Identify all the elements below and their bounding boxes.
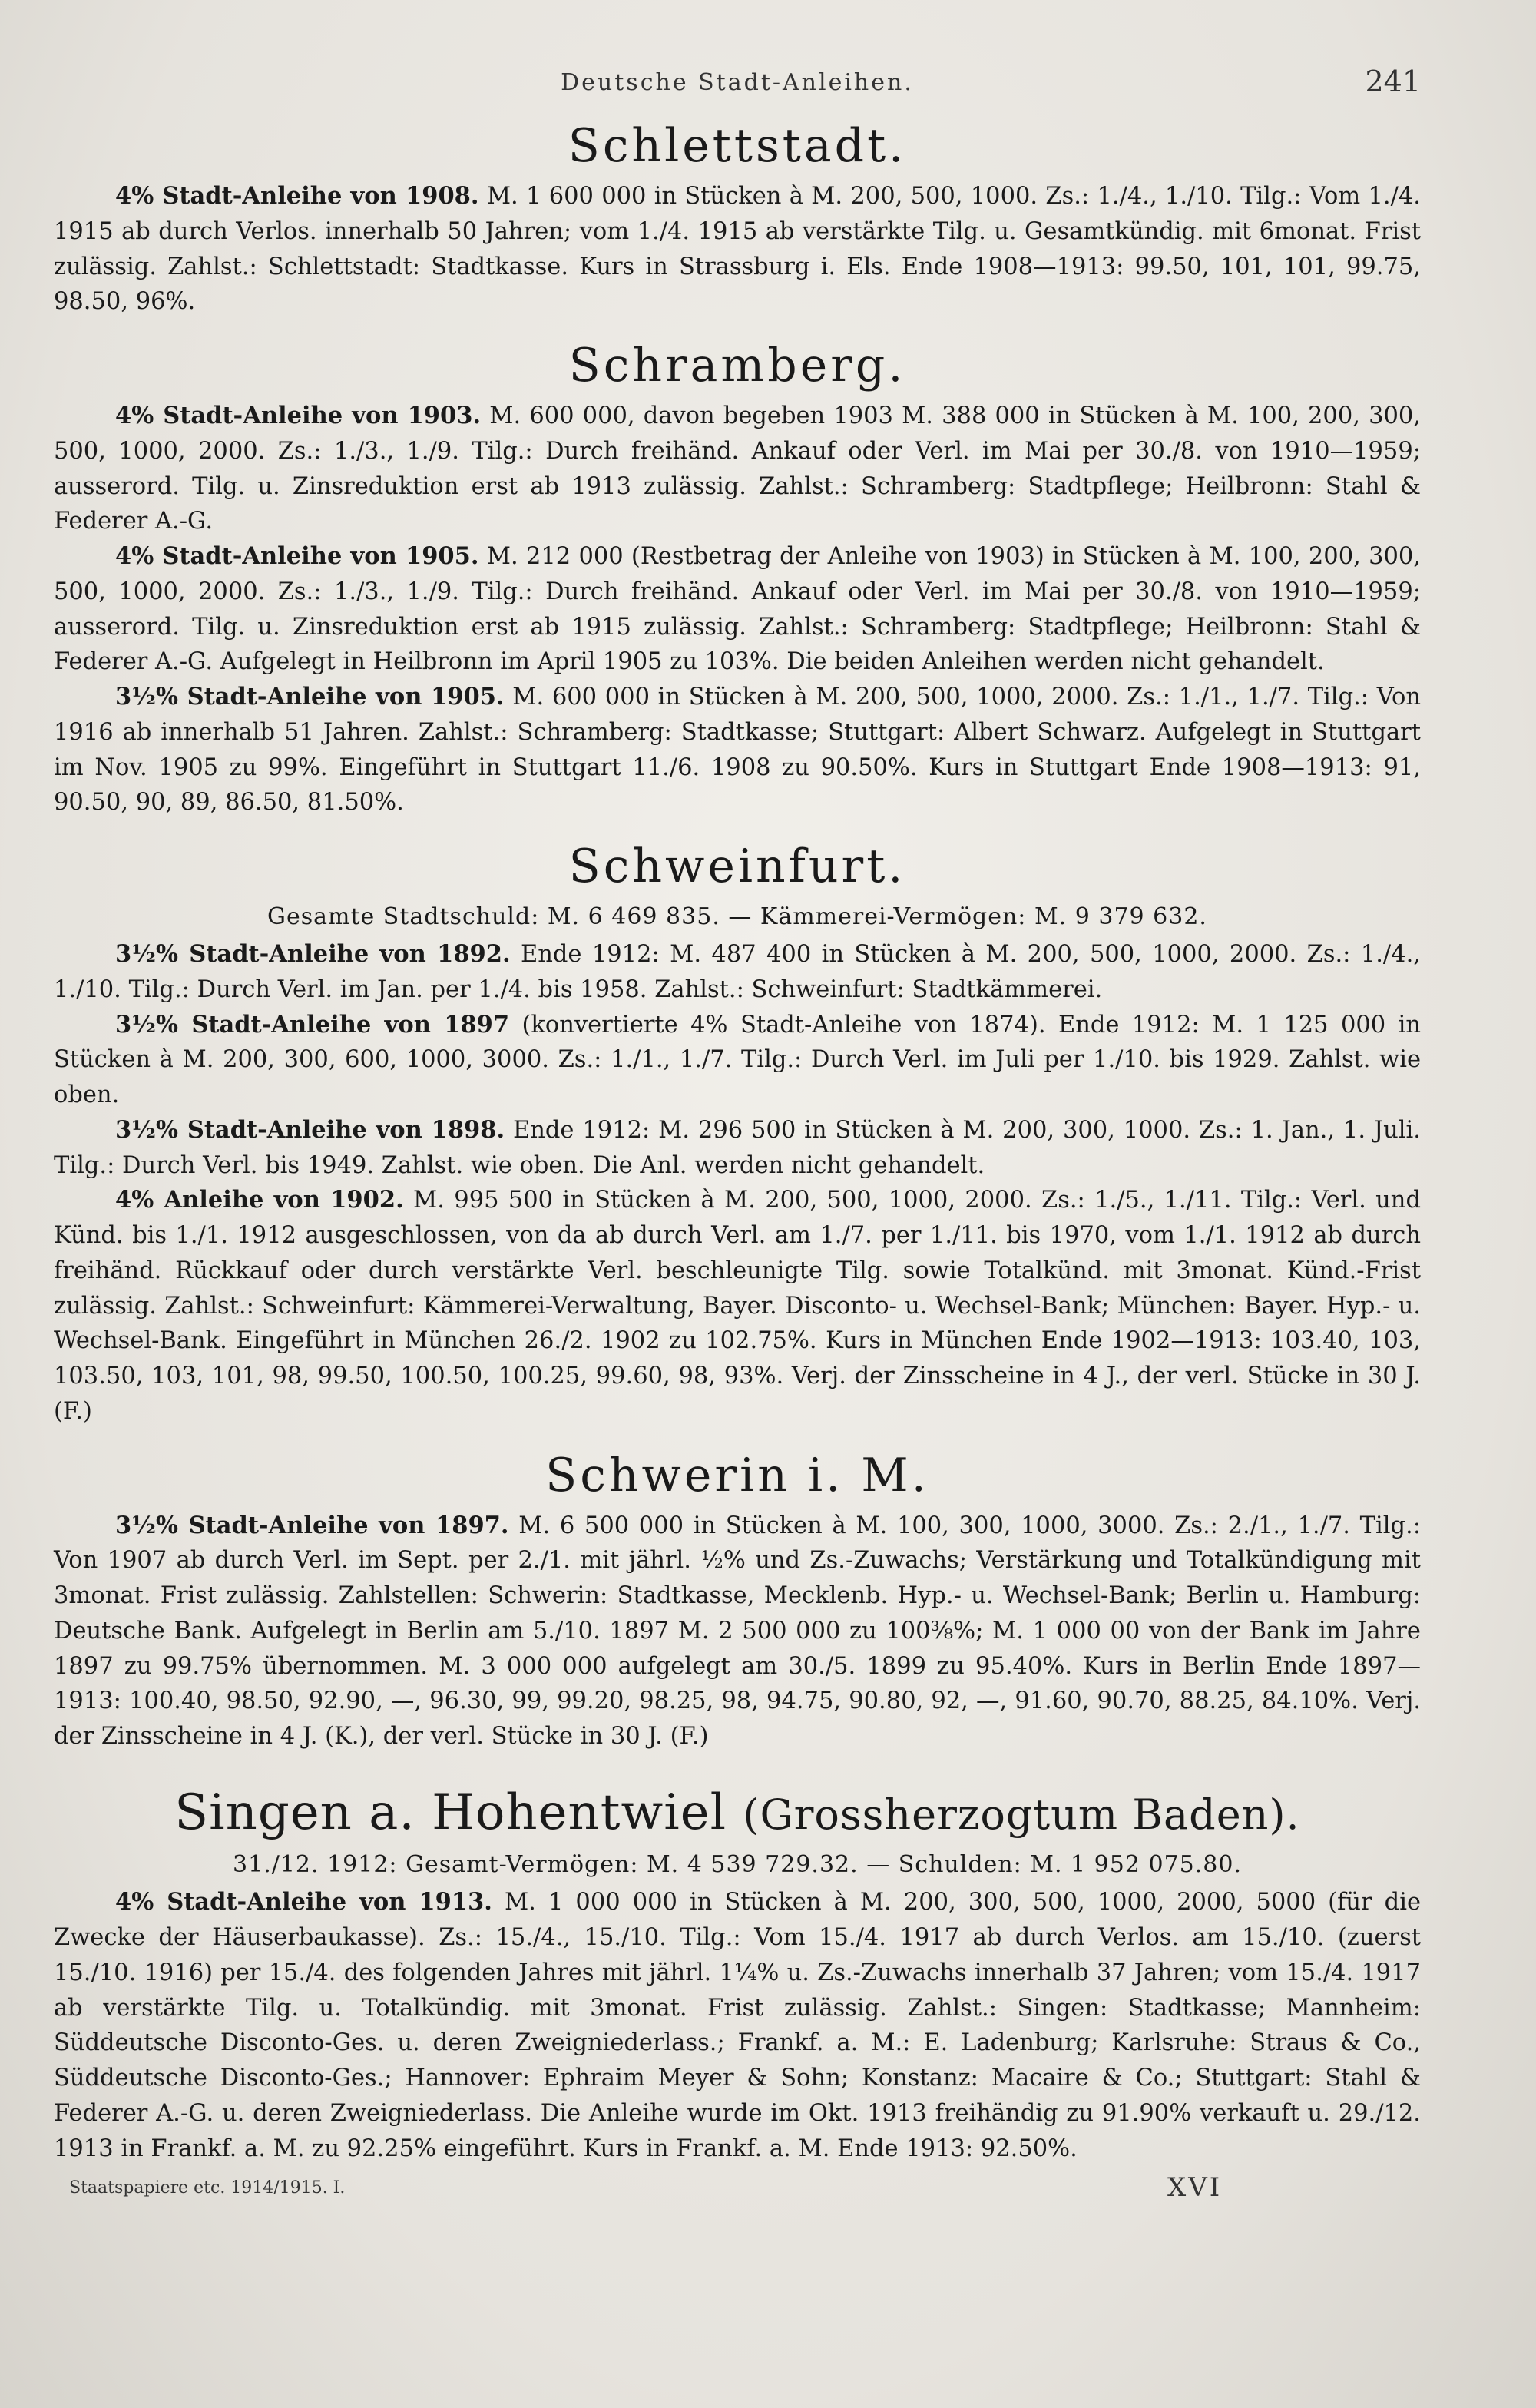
bond-entry [54,179,1421,320]
bond-title: 3½% Stadt-Anleihe von 1898. [115,1115,505,1144]
running-title: Deutsche Stadt-Anleihen. [561,69,914,96]
section-schwerin [54,1449,1421,1754]
bond-title: 4% Stadt-Anleihe von 1913. [115,1888,492,1916]
bond-title: 3½% Stadt-Anleihe von 1897. [115,1511,509,1539]
section-schlettstadt [54,120,1421,320]
city-heading: Schwerin i. M. [545,1448,929,1502]
section-singen [54,1785,1421,2167]
bond-title: 3½% Stadt-Anleihe von 1897 [115,1010,510,1038]
bond-title: 4% Anleihe von 1902. [115,1186,404,1214]
bond-entry [54,1183,1421,1429]
bond-entry [54,1113,1421,1184]
city-heading: Schramberg. [568,339,906,393]
bond-text: M. 6 500 000 in Stücken à M. 100, 300, 1000, 3000. Zs.: 2./1., 1./7. Tilg.: Von 1907 ab durch Verl. im Sept. per 2./1. mit jährl. ½% und Zs.-Zuwachs; Verstärkung und Totalkündigung mit 3monat. Frist zulässig. Zahlstellen: Schwerin: Stadtkasse, Mecklenb. Hyp.- u. Wechsel-Bank; Berlin u. Hamburg: Deutsche Bank. Aufgelegt in Berlin am 5./10. 1897 M. 2 500 000 zu 100⅜%; M. 1 000 00 von der Bank im Jahre 1897 zu 99.75% übernommen. M. 3 000 000 aufgelegt am 30./5. 1899 zu 95.40%. Kurs in Berlin Ende 1897—1913: 100.40, 98.50, 92.90, —, 96.30, 99, 99.20, 98.25, 98, 94.75, 90.80, 92, —, 91.60, 90.70, 88.25, 84.10%. Verj. der Zinsscheine in 4 J. (K.), der verl. Stücke in 30 J. (F.) [54,1512,1421,1750]
bond-entry [54,399,1421,539]
city-summary: Gesamte Stadtschuld: M. 6 469 835. — Kämmerei-Vermögen: M. 9 379 632. [267,903,1207,930]
printer-signature: XVI [1167,2172,1223,2204]
bond-entry [54,539,1421,680]
bond-entry [54,1885,1421,2166]
bond-text: M. 600 000 in Stücken à M. 200, 500, 1000, 2000. Zs.: 1./1., 1./7. Tilg.: Von 1916 ab innerhalb 51 Jahren. Zahlst.: Schramberg: Stadtkasse; Stuttgart: Albert Schwarz. Aufgelegt in Stuttgart im Nov. 1905 zu 99%. Eingeführt in Stuttgart 11./6. 1908 zu 90.50%. Kurs in Stuttgart Ende 1908—1913: 91, 90.50, 90, 89, 86.50, 81.50%. [54,684,1421,816]
bond-entry [54,937,1421,1008]
bond-entry [54,1509,1421,1754]
bond-entry [54,1008,1421,1113]
city-heading: Schlettstadt. [568,119,907,173]
section-schweinfurt [54,840,1421,1429]
bond-text: M. 1 600 000 in Stücken à M. 200, 500, 1000. Zs.: 1./4., 1./10. Tilg.: Vom 1./4. 1915 ab durch Verlos. innerhalb 50 Jahren; vom 1./4. 1915 ab verstärkte Tilg. u. Gesamtkündig. mit 6monat. Frist zulässig. Zahlst.: Schlettstadt: Stadtkasse. Kurs in Strassburg i. Els. Ende 1908—1913: 99.50, 101, 101, 99.75, 98.50, 96%. [54,183,1421,316]
city-heading [54,1785,1421,1842]
bond-title: 3½% Stadt-Anleihe von 1892. [115,940,511,968]
bond-title: 4% Stadt-Anleihe von 1905. [115,542,479,570]
city-heading: Schweinfurt. [568,840,906,893]
bond-text: Ende 1912: M. 296 500 in Stücken à M. 200, 300, 1000. Zs.: 1. Jan., 1. Juli. Tilg.: Durch Verl. bis 1949. Zahlst. wie oben. Die Anl. werden nicht gehandelt. [54,1116,1421,1179]
city-name: Singen a. Hohentwiel [174,1784,727,1841]
city-suffix: (Grossherzogtum Baden). [743,1790,1300,1839]
bond-text: M. 212 000 (Restbetrag der Anleihe von 1903) in Stücken à M. 100, 200, 300, 500, 1000, 2000. Zs.: 1./3., 1./9. Tilg.: Durch freihänd. Ankauf oder Verl. im Mai per 30./8. von 1910—1959; ausserord. Tilg. u. Zinsreduktion erst ab 1915 zulässig. Zahlst.: Schramberg: Stadtpflege; Heilbronn: Stahl & Federer A.-G. Aufgelegt in Heilbronn im April 1905 zu 103%. Die beiden Anleihen werden nicht gehandelt. [54,543,1421,676]
page-footer [54,2171,1421,2217]
bond-text: M. 995 500 in Stücken à M. 200, 500, 1000, 2000. Zs.: 1./5., 1./11. Tilg.: Verl. und Künd. bis 1./1. 1912 ausgeschlossen, von da ab durch Verl. am 1./7. per 1./11. bis 1970, vom 1./1. 1912 ab durch freihänd. Rückkauf oder durch verstärkte Verl. beschleunigte Tilg. sowie Totalkünd. mit 3monat. Künd.-Frist zulässig. Zahlst.: Schweinfurt: Kämmerei-Verwaltung, Bayer. Disconto- u. Wechsel-Bank; München: Bayer. Hyp.- u. Wechsel-Bank. Eingeführt in München 26./2. 1902 zu 102.75%. Kurs in München Ende 1902—1913: 103.40, 103, 103.50, 103, 101, 98, 99.50, 100.50, 100.25, 99.60, 98, 93%. Verj. der Zinsscheine in 4 J., der verl. Stücke in 30 J. (F.) [54,1187,1421,1425]
bond-text: M. 1 000 000 in Stücken à M. 200, 300, 500, 1000, 2000, 5000 (für die Zwecke der Häuserbaukasse). Zs.: 15./4., 15./10. Tilg.: Vom 15./4. 1917 ab durch Verlos. am 15./10. (zuerst 15./10. 1916) per 15./4. des folgenden Jahres mit jährl. 1¼% u. Zs.-Zuwachs innerhalb 37 Jahren; vom 15./4. 1917 ab verstärkte Tilg. u. Totalkündig. mit 3monat. Frist zulässig. Zahlst.: Singen: Stadtkasse; Mannheim: Süddeutsche Disconto-Ges. u. deren Zweigniederlass.; Frankf. a. M.: E. Ladenburg; Karlsruhe: Straus & Co., Süddeutsche Disconto-Ges.; Hannover: Ephraim Meyer & Sohn; Konstanz: Macaire & Co.; Stuttgart: Stahl & Federer A.-G. u. deren Zweigniederlass. Die Anleihe wurde im Okt. 1913 freihändig zu 91.90% verkauft u. 29./12. 1913 in Frankf. a. M. zu 92.25% eingeführt. Kurs in Frankf. a. M. Ende 1913: 92.50%. [54,1889,1421,2162]
bond-title: 4% Stadt-Anleihe von 1903. [115,402,482,429]
footer-source: Staatspapiere etc. 1914/1915. I. [69,2178,346,2198]
bond-text: M. 600 000, davon begeben 1903 M. 388 000 in Stücken à M. 100, 200, 300, 500, 1000, 2000. Zs.: 1./3., 1./9. Tilg.: Durch freihänd. Ankauf oder Verl. im Mai per 30./8. von 1910—1959; ausserord. Tilg. u. Zinsreduktion erst ab 1913 zulässig. Zahlst.: Schramberg: Stadtpflege; Heilbronn: Stahl & Federer A.-G. [54,402,1421,535]
bond-title: 3½% Stadt-Anleihe von 1905. [115,683,505,710]
bond-entry [54,680,1421,820]
bond-text: Ende 1912: M. 487 400 in Stücken à M. 200, 500, 1000, 2000. Zs.: 1./4., 1./10. Tilg.: Durch Verl. im Jan. per 1./4. bis 1958. Zahlst.: Schweinfurt: Stadtkämmerei. [54,941,1421,1003]
bond-title: 4% Stadt-Anleihe von 1908. [115,182,479,210]
page-number: 241 [1365,65,1421,98]
bond-text: (konvertierte 4% Stadt-Anleihe von 1874). Ende 1912: M. 1 125 000 in Stücken à M. 200, 300, 600, 1000, 3000. Zs.: 1./1., 1./7. Tilg.: Durch Verl. im Juli per 1./10. bis 1929. Zahlst. wie oben. [54,1011,1421,1108]
city-summary: 31./12. 1912: Gesamt-Vermögen: M. 4 539 729.32. — Schulden: M. 1 952 075.80. [233,1851,1242,1879]
page-header [54,46,1421,100]
section-schramberg [54,340,1421,820]
